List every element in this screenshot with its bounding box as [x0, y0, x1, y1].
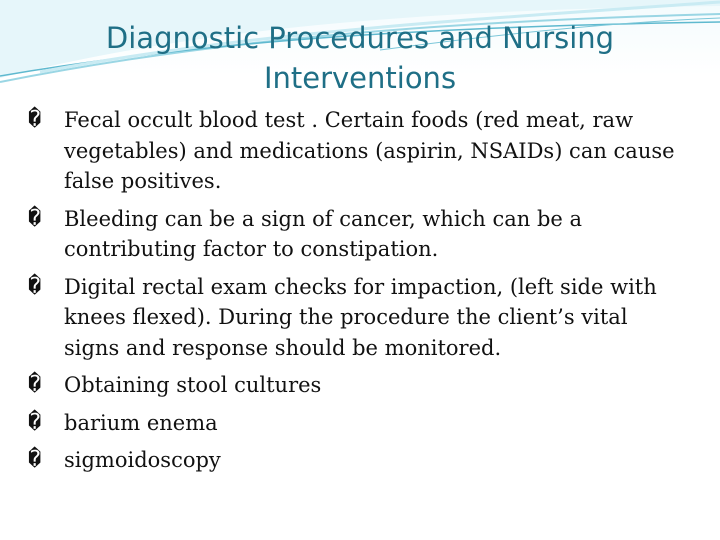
- bullet-text: Bleeding can be a sign of cancer, which can be a contributing factor to constipation.: [64, 206, 583, 261]
- bullet-list: [28, 105, 688, 483]
- bullet-item: [28, 408, 688, 439]
- bullet-item: [28, 272, 688, 364]
- bullet-item: [28, 204, 688, 265]
- bullet-text: Obtaining stool cultures: [64, 373, 322, 397]
- bullet-marker: �: [28, 205, 42, 231]
- title-line-1: Diagnostic Procedures and Nursing: [105, 21, 615, 55]
- slide-title: [60, 18, 660, 98]
- bullet-item: [28, 445, 688, 476]
- bullet-item: [28, 370, 688, 401]
- bullet-text: sigmoidoscopy: [64, 448, 221, 472]
- bullet-marker: �: [28, 107, 42, 132]
- bullet-text: Fecal occult blood test . Certain foods (red meat, raw vegetables) and medications (aspirin, NSAIDs) can cause false positives.: [64, 108, 675, 193]
- bullet-marker: �: [28, 372, 42, 397]
- bullet-item: [28, 105, 688, 197]
- bullet-marker: �: [28, 447, 42, 472]
- bullet-marker: �: [28, 273, 42, 299]
- bullet-marker: �: [28, 409, 42, 435]
- title-line-2: Interventions: [263, 61, 457, 95]
- bullet-text: barium enema: [64, 410, 218, 435]
- bullet-text: Digital rectal exam checks for impaction, (left side with knees flexed). During the procedure the client’s vital signs and response should be monitored.: [64, 274, 657, 360]
